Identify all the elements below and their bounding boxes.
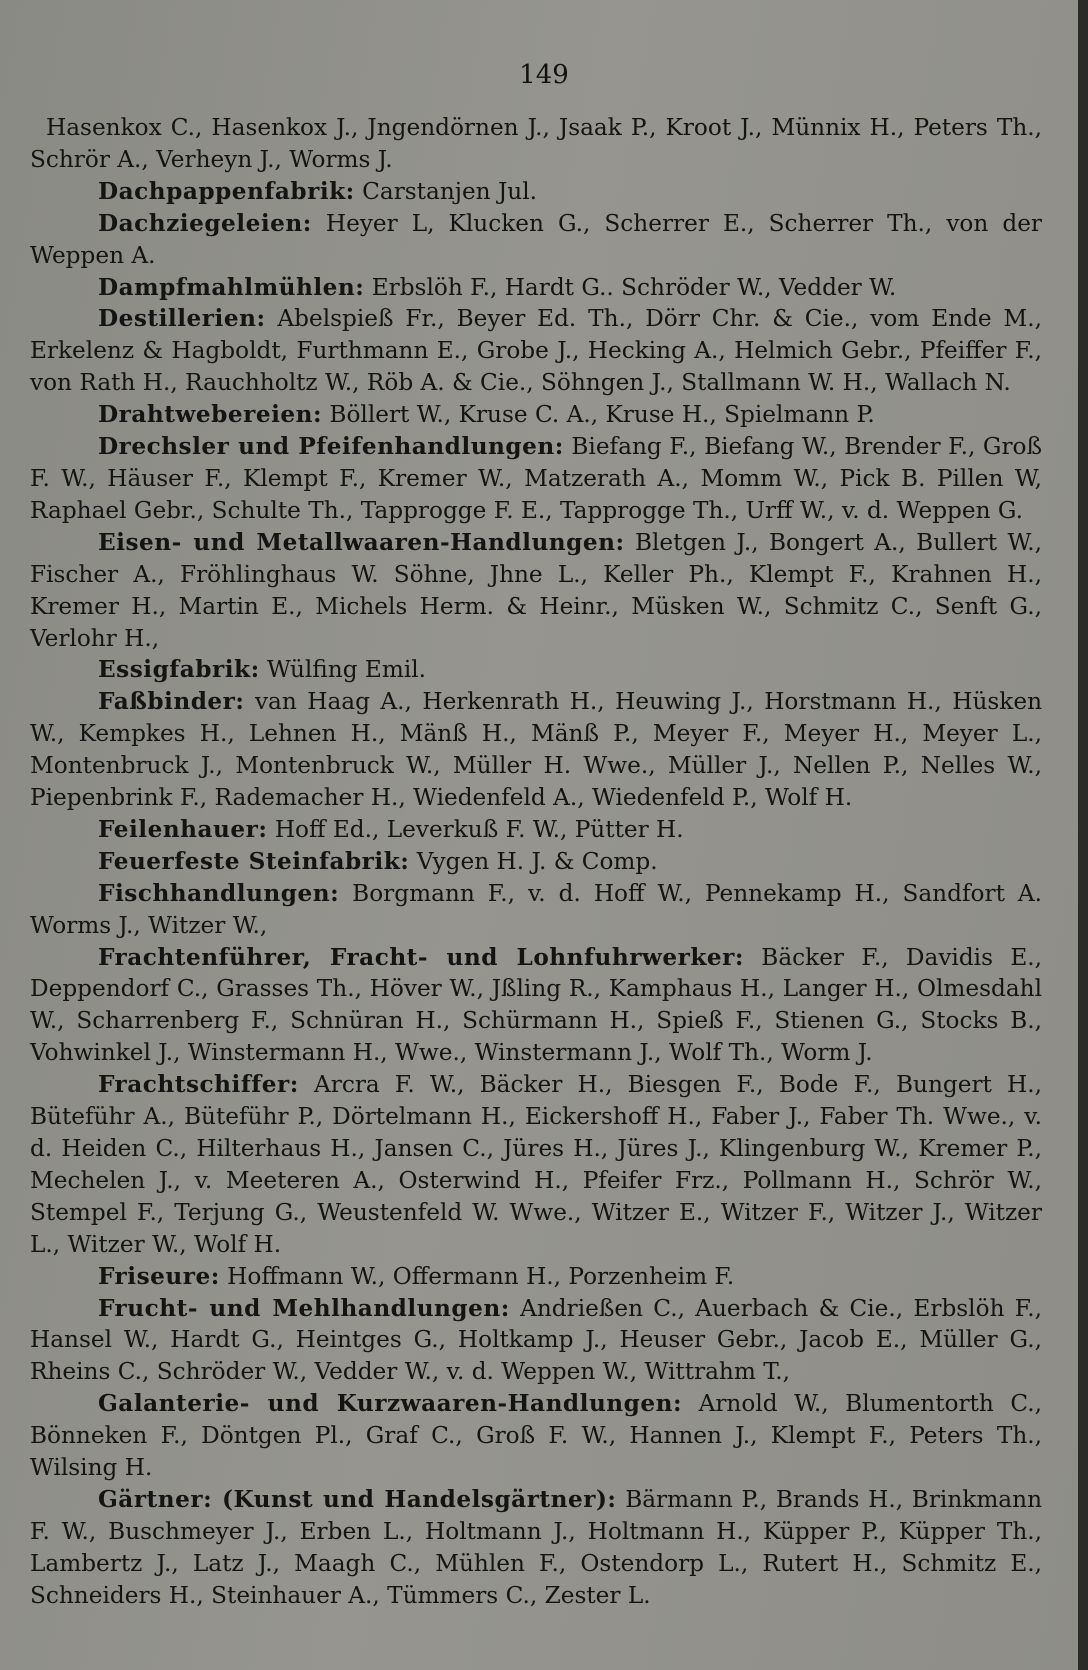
entry-names: Abelspieß Fr., Beyer Ed. Th., Dörr Chr. & Cie., vom Ende M., Erkelenz & Hagboldt, Furthmann E., Grobe J., Hecking A., Helmich Gebr., Pfeiffer F., von Rath H., Rauchholtz W., Röb A. & Cie., Söhngen J., Stallmann W. H., Wallach N. [30,305,1042,397]
entry-names: Erbslöh F., Hardt G.. Schröder W., Vedder W. [371,273,897,301]
page-edge-shadow [1078,0,1088,1670]
entry-dachziegeleien [30,208,1042,272]
category-heading: Dachpappenfabrik: [98,177,355,205]
category-heading: Essigfabrik: [98,656,260,684]
entry-friseure [30,1261,1042,1293]
category-heading: Frachtschiffer: [98,1071,299,1099]
entry-drahtwebereien [30,399,1042,431]
entry-frucht-mehl [30,1293,1042,1389]
entry-names: Böllert W., Kruse C. A., Kruse H., Spielmann P. [329,401,875,429]
entry-fassbinder [30,686,1042,814]
entry-names: van Haag A., Herkenrath H., Heuwing J., Horstmann H., Hüsken W., Kempkes H., Lehnen H., Mänß H., Mänß P., Meyer F., Meyer H., Meyer L., Montenbruck J., Montenbruck W., Müller H. Wwe., Müller J., Nellen P., Nelles W., Piepenbrink F., Rademacher H., Wiedenfeld A., Wiedenfeld P., Wolf H. [30,688,1042,812]
entry-feilenhauer [30,814,1042,846]
category-heading: Feuerfeste Steinfabrik: [98,847,410,875]
entry-names: Andrießen C., Auerbach & Cie., Erbslöh F., Hansel W., Hardt G., Heintges G., Holtkamp J., Heuser Gebr., Jacob E., Müller G., Rheins C., Schröder W., Vedder W., v. d. Weppen W., Wittrahm T., [30,1294,1043,1386]
entry-frachtenfuehrer [30,942,1042,1070]
entry-frachtschiffer [30,1069,1042,1260]
entry-names: Hoff Ed., Leverkuß F. W., Pütter H. [274,815,684,843]
entry-names: Arnold W., Blumentorth C., Bönneken F., Döntgen Pl., Graf C., Groß F. W., Hannen J., Klempt F., Peters Th., Wilsing H. [30,1390,1043,1482]
entry-names: Bärmann P., Brands H., Brinkmann F. W., Buschmeyer J., Erben L., Holtmann J., Holtmann H., Küpper P., Küpper Th., Lambertz J., Latz J., Maagh C., Mühlen F., Ostendorp L., Rutert H., Schmitz E., Schneiders H., Steinhauer A., Tümmers C., Zester L. [30,1485,1043,1609]
entry-galanterie-kurzwaaren [30,1388,1042,1484]
category-heading: Gärtner: (Kunst und Handelsgärtner): [98,1485,617,1513]
entry-gaertner [30,1484,1042,1612]
entry-names: Bäcker F., Davidis E., Deppendorf C., Grasses Th., Höver W., Jßling R., Kamphaus H., Langer H., Olmesdahl W., Scharrenberg F., Schnüran H., Schürmann H., Spieß F., Stienen G., Stocks B., Vohwinkel J., Winstermann H., Wwe., Winstermann J., Wolf Th., Worm J. [30,943,1043,1067]
entry-eisen-metallwaaren [30,527,1042,655]
category-heading: Frucht- und Mehlhandlungen: [98,1294,510,1322]
entry-names: Vygen H. J. & Comp. [416,847,658,875]
entry-essigfabrik [30,654,1042,686]
entry-feuerfeste-steinfabrik [30,846,1042,878]
entry-destillerien [30,303,1042,399]
category-heading: Dachziegeleien: [98,209,312,237]
category-heading: Feilenhauer: [98,815,268,843]
category-heading: Frachtenführer, Fracht- und Lohnfuhrwerker: [98,943,744,971]
category-heading: Fischhandlungen: [98,879,340,907]
entry-names: Carstanjen Jul. [362,177,537,205]
page-number: 149 [519,60,569,90]
category-heading: Destillerien: [98,305,266,333]
intro-paragraph: Hasenkox C., Hasenkox J., Jngendörnen J., Jsaak P., Kroot J., Münnix H., Peters Th., Schrör A., Verheyn J., Worms J. [30,114,1042,173]
entry-dachpappenfabrik [30,176,1042,208]
entry-names: Arcra F. W., Bäcker H., Biesgen F., Bode F., Bungert H., Büteführ A., Büteführ P., Dörtelmann H., Eickershoff H., Faber J., Faber Th. Wwe., v. d. Heiden C., Hilterhaus H., Jansen C., Jüres H., Jüres J., Klingenburg W., Kremer P., Mechelen J., v. Meeteren A., Osterwind H., Pfeifer Frz., Pollmann H., Schrör W., Stempel F., Terjung G., Weustenfeld W. Wwe., Witzer E., Witzer F., Witzer J., Witzer L., Witzer W., Wolf H. [30,1071,1042,1258]
category-heading: Eisen- und Metallwaaren-Handlungen: [98,528,625,556]
category-heading: Galanterie- und Kurzwaaren-Handlungen: [98,1390,683,1418]
entry-names: Bletgen J., Bongert A., Bullert W., Fischer A., Fröhlinghaus W. Söhne, Jhne L., Keller Ph., Klempt F., Krahnen H., Kremer H., Martin E., Michels Herm. & Heinr., Müsken W., Schmitz C., Senft G., Verlohr H., [30,528,1042,652]
category-heading: Friseure: [98,1262,220,1290]
entry-names: Heyer L, Klucken G., Scherrer E., Scherrer Th., von der Weppen A. [30,209,1042,269]
entry-fischhandlungen [30,878,1042,942]
entry-drechsler [30,431,1042,527]
category-heading: Dampfmahlmühlen: [98,273,365,301]
category-heading: Faßbinder: [98,688,245,716]
entry-dampfmahlmuehlen [30,272,1042,304]
entry-names: Wülfing Emil. [267,656,427,684]
entry-names: Hoffmann W., Offermann H., Porzenheim F. [227,1262,735,1290]
category-heading: Drahtwebereien: [98,401,323,429]
category-heading: Drechsler und Pfeifenhandlungen: [98,433,564,461]
directory-listing [30,112,1042,1612]
entry-names: Biefang F., Biefang W., Brender F., Groß F. W., Häuser F., Klempt F., Kremer W., Matzerath A., Momm W., Pick B. Pillen W, Raphael Gebr., Schulte Th., Tapprogge F. E., Tapprogge Th., Urff W., v. d. Weppen G. [30,433,1042,524]
entry-names: Borgmann F., v. d. Hoff W., Pennekamp H., Sandfort A. Worms J., Witzer W., [30,879,1042,939]
